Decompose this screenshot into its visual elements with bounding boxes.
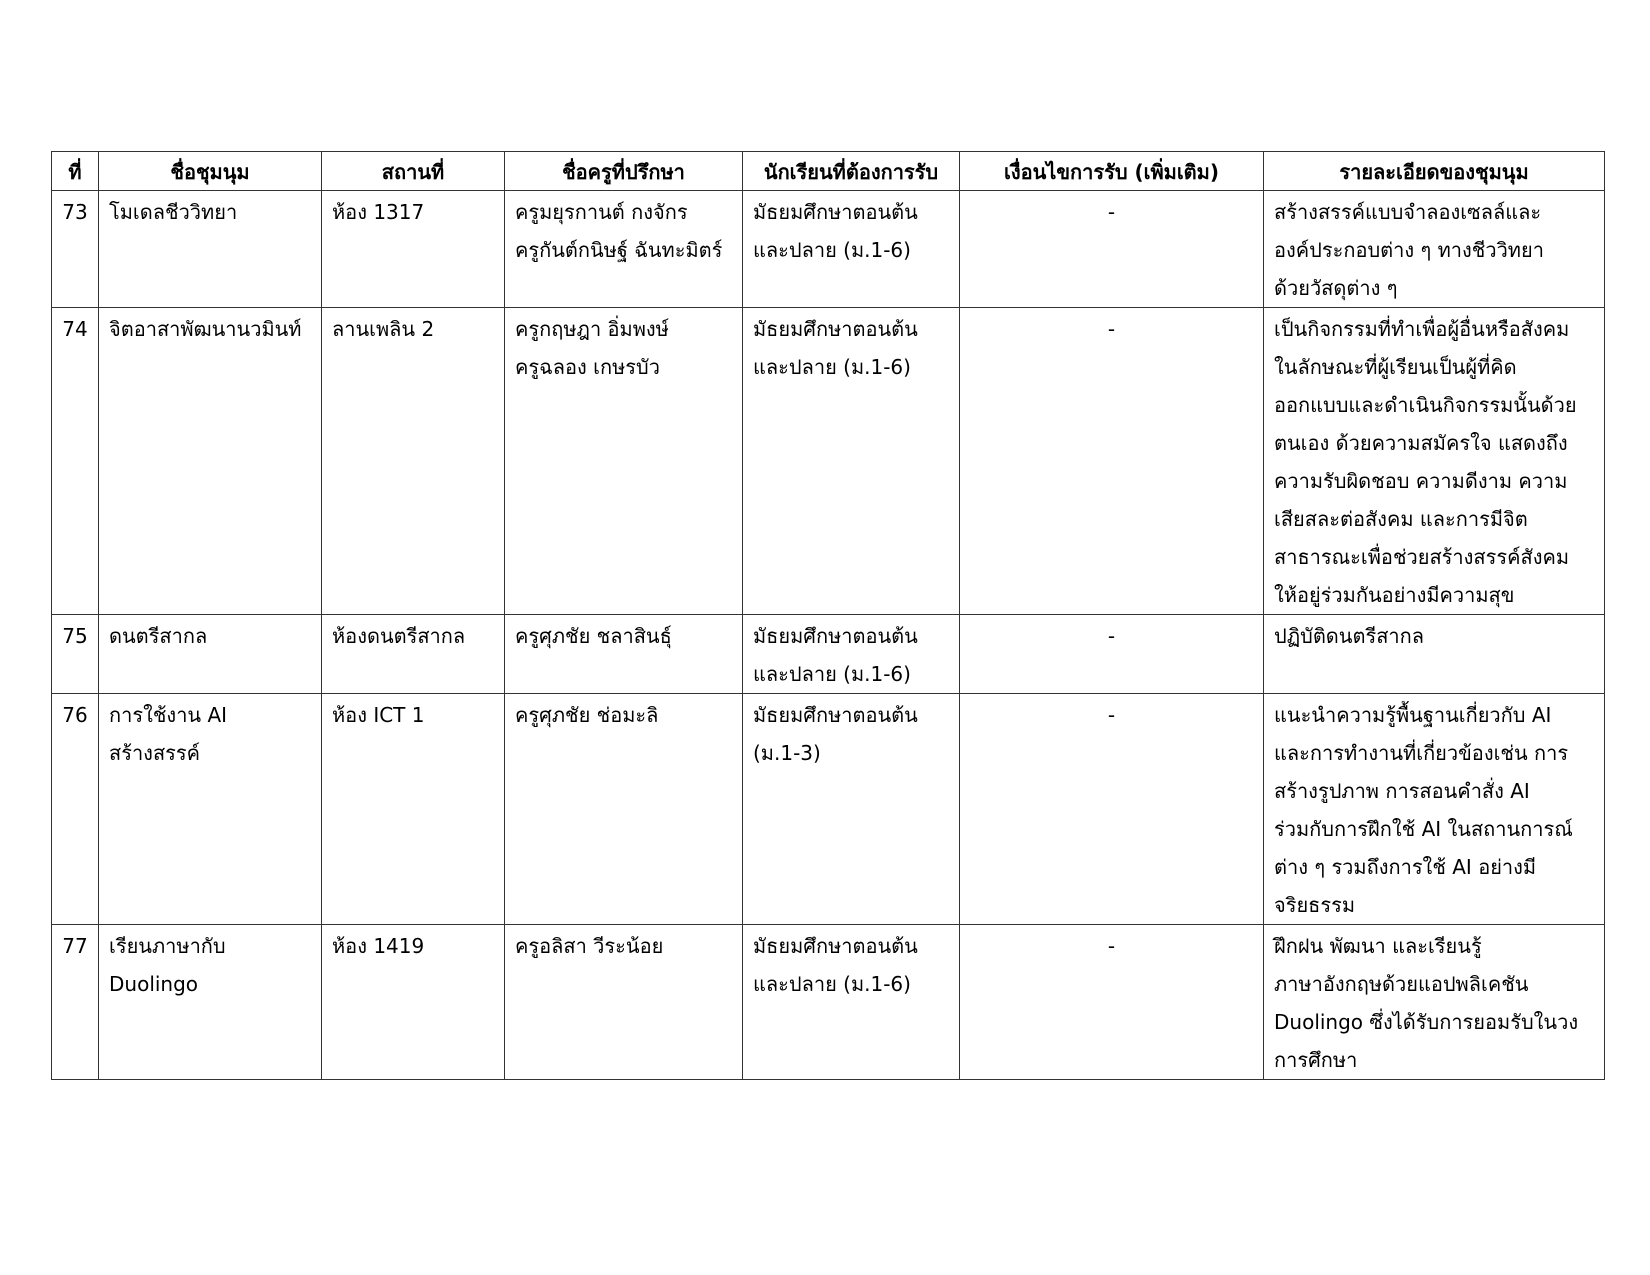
header-place: สถานที่ [322,152,505,191]
cell-advisor [505,925,743,1080]
cell-place-line: ห้อง ICT 1 [332,703,425,727]
cell-condition: - [960,191,1264,308]
cell-place-line: ห้อง 1317 [332,200,425,224]
cell-place [322,925,505,1080]
cell-detail-line: ให้อยู่ร่วมกันอย่างมีความสุข [1274,583,1515,607]
cell-club-name-line: เรียนภาษากับ [109,934,226,958]
cell-detail-line: ด้วยวัสดุต่าง ๆ [1274,276,1398,300]
cell-students [743,191,960,308]
club-list-page [51,151,1604,1080]
cell-condition: - [960,308,1264,615]
cell-detail-line: เป็นกิจกรรมที่ทำเพื่อผู้อื่นหรือสังคม [1274,317,1570,341]
cell-no: 75 [52,615,99,694]
cell-detail [1264,694,1605,925]
cell-place [322,694,505,925]
cell-detail-line: สร้างรูปภาพ การสอนคำสั่ง AI [1274,779,1530,803]
cell-advisor-line: ครูกฤษฎา อิ่มพงษ์ [515,317,669,341]
cell-place-line: ห้องดนตรีสากล [332,624,466,648]
cell-detail-line: ร่วมกับการฝึกใช้ AI ในสถานการณ์ [1274,817,1573,841]
cell-club-name [99,308,322,615]
cell-detail [1264,308,1605,615]
cell-detail-line: แนะนำความรู้พื้นฐานเกี่ยวกับ AI [1274,703,1552,727]
cell-place-line: ลานเพลิน 2 [332,317,435,341]
cell-advisor-line: ครูฉลอง เกษรบัว [515,355,660,379]
cell-advisor [505,694,743,925]
cell-detail-line: Duolingo ซึ่งได้รับการยอมรับในวง [1274,1010,1579,1034]
cell-students-line: และปลาย (ม.1-6) [753,238,911,262]
header-students: นักเรียนที่ต้องการรับ [743,152,960,191]
cell-advisor-line: ครูศุภชัย ช่อมะลิ [515,703,659,727]
club-table [51,151,1605,1080]
cell-students-line: มัธยมศึกษาตอนต้น [753,200,918,224]
cell-detail [1264,615,1605,694]
header-condition: เงื่อนไขการรับ (เพิ่มเติม) [960,152,1264,191]
cell-no: 77 [52,925,99,1080]
cell-students-line: มัธยมศึกษาตอนต้น [753,934,918,958]
cell-advisor [505,615,743,694]
cell-students [743,694,960,925]
cell-condition: - [960,925,1264,1080]
cell-students [743,615,960,694]
cell-detail-line: สร้างสรรค์แบบจำลองเซลล์และ [1274,200,1542,224]
cell-detail-line: จริยธรรม [1274,893,1356,917]
cell-club-name-line: การใช้งาน AI [109,703,228,727]
cell-detail-line: ตนเอง ด้วยความสมัครใจ แสดงถึง [1274,431,1568,455]
cell-students [743,308,960,615]
cell-detail-line: องค์ประกอบต่าง ๆ ทางชีววิทยา [1274,238,1544,262]
header-detail: รายละเอียดของชุมนุม [1264,152,1605,191]
cell-detail-line: ความรับผิดชอบ ความดีงาม ความ [1274,469,1568,493]
cell-no: 74 [52,308,99,615]
cell-place [322,615,505,694]
cell-no: 76 [52,694,99,925]
cell-place [322,191,505,308]
cell-club-name-line: โมเดลชีววิทยา [109,200,238,224]
cell-detail-line: และการทำงานที่เกี่ยวข้องเช่น การ [1274,741,1569,765]
cell-place-line: ห้อง 1419 [332,934,425,958]
cell-advisor [505,191,743,308]
cell-place [322,308,505,615]
cell-condition: - [960,694,1264,925]
cell-club-name-line: Duolingo [109,972,199,996]
cell-detail-line: ภาษาอังกฤษด้วยแอปพลิเคชัน [1274,972,1529,996]
cell-advisor-line: ครูอลิสา วีระน้อย [515,934,664,958]
cell-detail-line: ฝึกฝน พัฒนา และเรียนรู้ [1274,934,1482,958]
cell-detail-line: สาธารณะเพื่อช่วยสร้างสรรค์สังคม [1274,545,1570,569]
cell-students-line: และปลาย (ม.1-6) [753,662,911,686]
cell-club-name-line: สร้างสรรค์ [109,741,201,765]
cell-condition: - [960,615,1264,694]
table-body [52,191,1605,1080]
header-advisor: ชื่อครูที่ปรึกษา [505,152,743,191]
table-row [52,191,1605,308]
cell-students-line: มัธยมศึกษาตอนต้น [753,703,918,727]
cell-club-name [99,694,322,925]
cell-students-line: มัธยมศึกษาตอนต้น [753,317,918,341]
cell-advisor-line: ครูกันต์กนิษฐ์ ฉันทะมิตร์ [515,238,723,262]
table-row [52,308,1605,615]
cell-detail [1264,191,1605,308]
cell-no: 73 [52,191,99,308]
cell-club-name-line: จิตอาสาพัฒนานวมินท์ [109,317,302,341]
cell-detail-line: การศึกษา [1274,1048,1358,1072]
cell-club-name [99,191,322,308]
cell-students-line: มัธยมศึกษาตอนต้น [753,624,918,648]
cell-detail [1264,925,1605,1080]
cell-club-name-line: ดนตรีสากล [109,624,208,648]
cell-detail-line: ต่าง ๆ รวมถึงการใช้ AI อย่างมี [1274,855,1537,879]
cell-advisor [505,308,743,615]
cell-students-line: และปลาย (ม.1-6) [753,972,911,996]
header-no: ที่ [52,152,99,191]
cell-detail-line: ปฏิบัติดนตรีสากล [1274,624,1424,648]
cell-detail-line: ออกแบบและดำเนินกิจกรรมนั้นด้วย [1274,393,1577,417]
cell-students [743,925,960,1080]
header-club-name: ชื่อชุมนุม [99,152,322,191]
cell-club-name [99,925,322,1080]
cell-students-line: (ม.1-3) [753,741,821,765]
cell-advisor-line: ครูมยุรกานต์ กงจักร [515,200,688,224]
table-header-row [52,152,1605,191]
cell-club-name [99,615,322,694]
cell-students-line: และปลาย (ม.1-6) [753,355,911,379]
cell-advisor-line: ครูศุภชัย ชลาสินธุ์ [515,624,672,648]
cell-detail-line: เสียสละต่อสังคม และการมีจิต [1274,507,1528,531]
table-row [52,615,1605,694]
cell-detail-line: ในลักษณะที่ผู้เรียนเป็นผู้ที่คิด [1274,355,1517,379]
table-row [52,925,1605,1080]
table-row [52,694,1605,925]
